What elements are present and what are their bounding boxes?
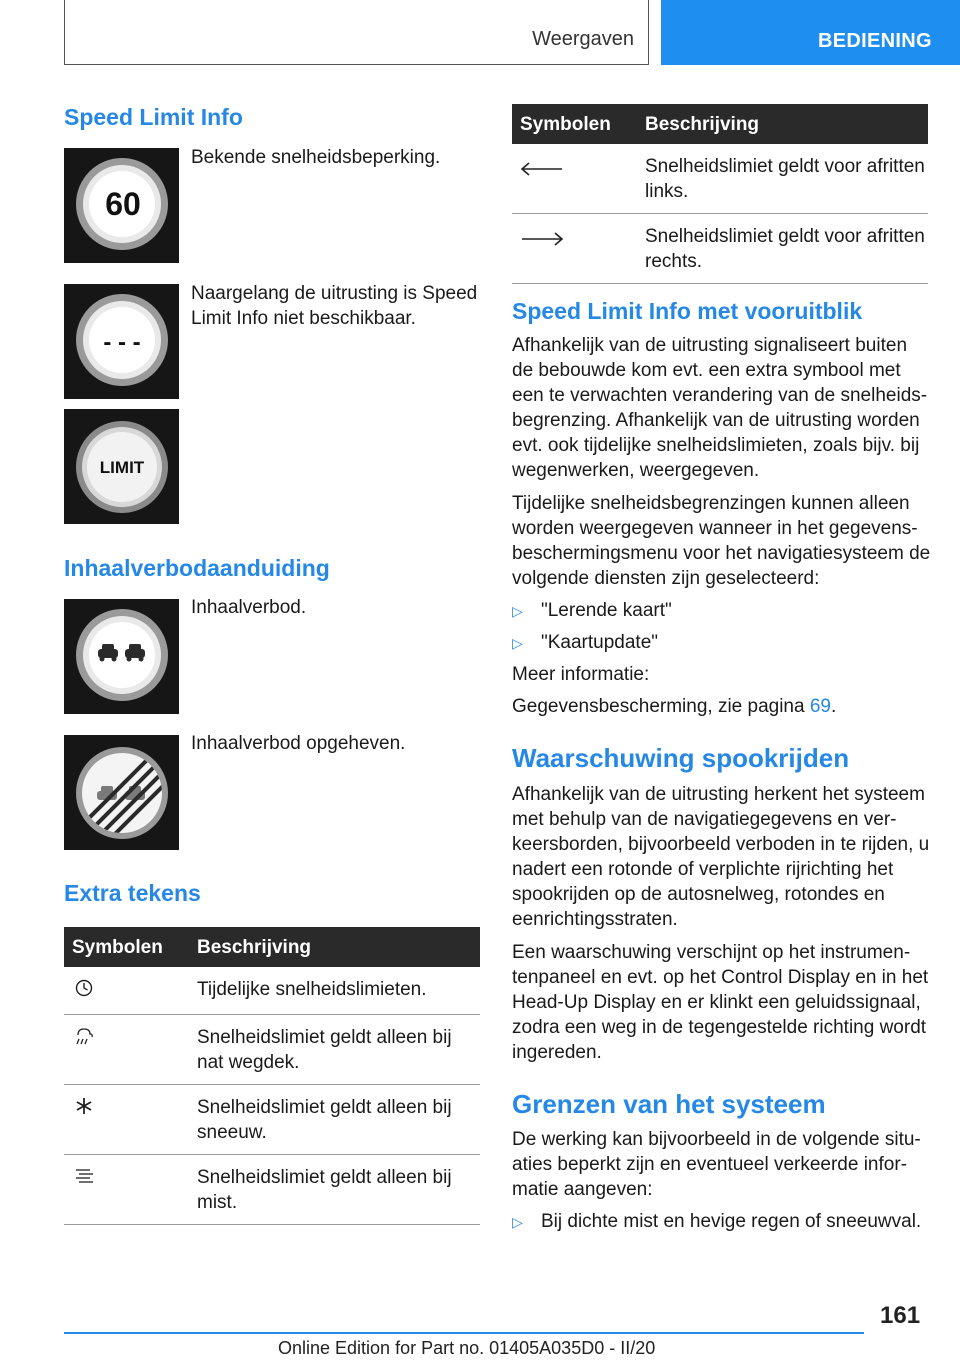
limit-sign-icon xyxy=(64,409,179,524)
table-row xyxy=(512,214,928,284)
table-cell-description: Snelheidslimiet geldt alleen bij mist. xyxy=(189,1155,480,1225)
no-limit-sign-image xyxy=(64,284,179,399)
list-item xyxy=(512,598,672,624)
no-limit-sign-icon xyxy=(64,284,179,399)
page-number: 161 xyxy=(880,1302,921,1329)
table-row xyxy=(512,144,928,214)
end-no-overtaking-description: Inhaalverbod opgeheven. xyxy=(191,733,406,754)
table-header-symbols: Symbolen xyxy=(64,927,189,967)
table-header-description: Beschrijving xyxy=(189,927,480,967)
no-limit-description: Naargelang de uitrusting is Speed Limit Info niet beschikbaar. xyxy=(191,283,478,329)
page-reference xyxy=(512,694,932,719)
no-overtaking-sign-image xyxy=(64,599,179,714)
header-section-title: Weergaven xyxy=(532,28,634,50)
overtake-heading: Inhaalverbodaanduiding xyxy=(64,555,330,581)
table-row xyxy=(64,1155,480,1225)
triangle-bullet-icon: ▷ xyxy=(512,603,523,619)
triangle-bullet-icon: ▷ xyxy=(512,635,523,651)
lookahead-paragraph-2: Tijdelijke snelheidsbegrenzingen kunnen alleen worden weergegeven wanneer in het gegevensbeschermingsmenu voor het navigatiesysteem de volgende diensten zijn geselecteerd: xyxy=(512,493,931,589)
sign-60-number: 60 xyxy=(105,186,141,222)
no-overtaking-description: Inhaalverbod. xyxy=(191,597,307,618)
arrow-right-icon xyxy=(520,232,564,246)
more-info-label: Meer informatie: xyxy=(512,664,650,685)
wrongway-paragraph-1: Afhankelijk van de uitrusting herkent het systeem met behulp van de navigatiegegevens en verkeersborden, bijvoorbeeld verboden in te rijden, u nadert een rotonde of verplichte rijrichting het spookrijden op de autosnelweg, rotondes en eenrichtingsstraten. xyxy=(512,784,930,930)
speed-60-description: Bekende snelheidsbeperking. xyxy=(191,147,441,168)
table-header-symbols: Symbolen xyxy=(512,104,637,144)
list-item xyxy=(512,630,658,656)
table-cell-description: Snelheidslimiet geldt voor afritten links. xyxy=(637,144,928,214)
end-no-overtaking-sign-icon xyxy=(64,735,179,850)
page-reference-end: . xyxy=(831,696,837,717)
lookahead-paragraph-1: Afhankelijk van de uitrusting signaliseert buiten de bebouwde kom evt. een extra symbool met een te verwachten verandering van de snelheidsbegrenzing. Afhankelijk van de uitrusting worden evt. ook tijdelijke snelheidslimieten, zoals bijv. bij wegenwerken, weergegeven. xyxy=(512,335,928,481)
clock-icon xyxy=(72,978,96,998)
table-cell-description: Snelheidslimiet geldt voor afritten rechts. xyxy=(637,214,928,284)
table-row xyxy=(64,1015,480,1085)
footer-divider xyxy=(64,1332,864,1334)
no-overtaking-sign-icon xyxy=(64,599,179,714)
table-row xyxy=(64,1085,480,1155)
table-row xyxy=(64,967,480,1015)
limit-sign-image xyxy=(64,409,179,524)
sign-dash-glyph: - - - xyxy=(103,329,141,356)
page-reference-link[interactable]: 69 xyxy=(809,696,831,717)
rain-icon xyxy=(72,1026,96,1046)
bullet-text: Bij dichte mist en hevige regen of sneeuwval. xyxy=(541,1211,922,1232)
table-cell-description: Tijdelijke snelheidslimieten. xyxy=(189,967,480,1015)
triangle-bullet-icon: ▷ xyxy=(512,1214,523,1230)
snowflake-icon xyxy=(72,1096,96,1116)
list-item xyxy=(512,1209,921,1235)
footer-edition: Online Edition for Part no. 01405A035D0 - II/20 xyxy=(278,1338,656,1358)
speed-limit-info-heading: Speed Limit Info xyxy=(64,104,243,130)
bullet-text: "Lerende kaart" xyxy=(541,600,672,621)
exit-signs-table xyxy=(512,104,928,284)
wrongway-paragraph-2: Een waarschuwing verschijnt op het instrumentenpaneel en evt. op het Control Display en in het Head-Up Display en er klinkt een geluidssignaal, zodra een weg in de tegengestelde richting wordt ingereden. xyxy=(512,942,929,1063)
header-chapter-tab xyxy=(661,0,960,65)
table-cell-description: Snelheidslimiet geldt alleen bij nat wegdek. xyxy=(189,1015,480,1085)
speed-60-sign-icon xyxy=(64,148,179,263)
arrow-left-icon xyxy=(520,162,564,176)
table-cell-description: Snelheidslimiet geldt alleen bij sneeuw. xyxy=(189,1085,480,1155)
bullet-text: "Kaartupdate" xyxy=(541,632,659,653)
header-box xyxy=(64,0,649,65)
extra-signs-table xyxy=(64,927,480,1225)
system-limits-paragraph: De werking kan bijvoorbeeld in de volgende situaties beperkt zijn en eventueel verkeerde informatie aangeven: xyxy=(512,1129,921,1200)
extra-signs-heading: Extra tekens xyxy=(64,880,201,906)
table-header-description: Beschrijving xyxy=(637,104,928,144)
header-chapter-label: BEDIENING xyxy=(818,30,932,52)
lookahead-heading: Speed Limit Info met vooruitblik xyxy=(512,298,863,324)
speed-60-sign-image xyxy=(64,148,179,263)
fog-icon xyxy=(72,1166,96,1186)
sign-limit-word: LIMIT xyxy=(99,458,145,477)
end-no-overtaking-sign-image xyxy=(64,735,179,850)
wrongway-heading: Waarschuwing spookrijden xyxy=(512,743,850,773)
page-reference-text: Gegevensbescherming, zie pagina xyxy=(512,696,810,717)
system-limits-heading: Grenzen van het systeem xyxy=(512,1089,826,1119)
